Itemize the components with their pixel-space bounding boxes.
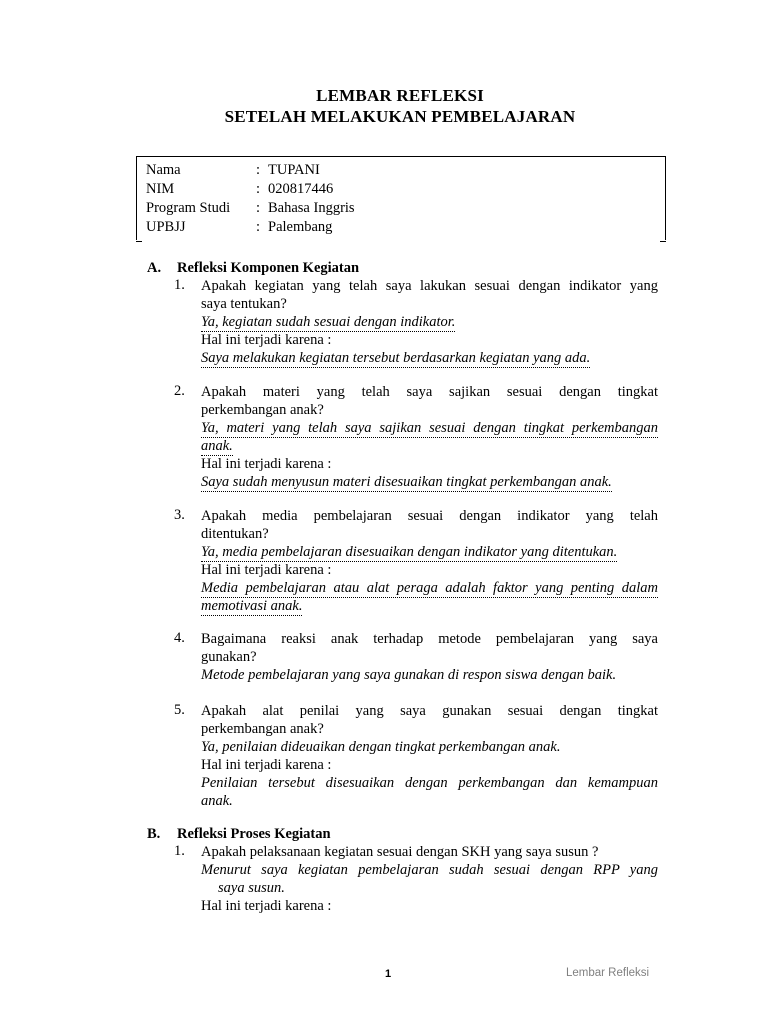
identity-separator: : xyxy=(256,200,261,216)
reason-line xyxy=(201,349,658,368)
because-label: Hal ini terjadi karena : xyxy=(201,332,332,348)
section-title: Refleksi Proses Kegiatan xyxy=(177,826,331,842)
because-label: Hal ini terjadi karena : xyxy=(201,898,332,914)
question-line: perkembangan anak? xyxy=(201,402,324,418)
identity-box-border-right xyxy=(665,156,666,240)
reason-text: Saya sudah menyusun materi disesuaikan tingkat perkembangan anak. xyxy=(201,474,612,490)
reason-text: memotivasi anak. xyxy=(201,598,303,614)
item-number: 1. xyxy=(174,843,185,859)
answer-line xyxy=(201,313,658,332)
answer-line xyxy=(201,543,658,562)
identity-separator: : xyxy=(256,219,261,235)
question-line: Apakah pelaksanaan kegiatan sesuai dengan SKH yang saya susun ? xyxy=(201,844,599,860)
question-line: Apakah materi yang telah saya sajikan sesuai dengan tingkat xyxy=(201,384,658,400)
reason-line xyxy=(201,597,658,616)
section-letter: B. xyxy=(147,826,161,842)
answer-line xyxy=(201,437,658,456)
question-line: Bagaimana reaksi anak terhadap metode pembelajaran yang saya xyxy=(201,631,658,647)
answer-line: Metode pembelajaran yang saya gunakan di respon siswa dengan baik. xyxy=(201,667,617,683)
section-letter: A. xyxy=(147,260,162,276)
identity-separator: : xyxy=(256,162,261,178)
reason-line xyxy=(201,579,658,598)
document-title: LEMBAR REFLEKSI xyxy=(316,86,484,105)
item-number: 3. xyxy=(174,507,185,523)
identity-label: Nama xyxy=(146,162,181,178)
reason-line xyxy=(201,473,658,492)
answer-text: Ya, materi yang telah saya sajikan sesuai dengan tingkat perkembangan xyxy=(201,420,658,436)
identity-label: NIM xyxy=(146,181,175,197)
question-line: ditentukan? xyxy=(201,526,269,542)
reason-text: Media pembelajaran atau alat peraga adalah faktor yang penting dalam xyxy=(201,580,658,596)
answer-text: Ya, kegiatan sudah sesuai dengan indikator. xyxy=(201,314,456,330)
identity-box-border-left xyxy=(136,156,137,240)
question-line: gunakan? xyxy=(201,649,257,665)
answer-line: saya susun. xyxy=(218,880,285,896)
item-number: 5. xyxy=(174,702,185,718)
reason-text: Saya melakukan kegiatan tersebut berdasarkan kegiatan yang ada. xyxy=(201,350,591,366)
reason-line: anak. xyxy=(201,793,233,809)
identity-value: Palembang xyxy=(268,219,333,235)
item-number: 4. xyxy=(174,630,185,646)
because-label: Hal ini terjadi karena : xyxy=(201,562,332,578)
identity-box-border-top xyxy=(136,156,665,157)
question-line: saya tentukan? xyxy=(201,296,287,312)
page-number: 1 xyxy=(385,968,392,980)
section-title: Refleksi Komponen Kegiatan xyxy=(177,260,360,276)
because-label: Hal ini terjadi karena : xyxy=(201,456,332,472)
question-line: Apakah kegiatan yang telah saya lakukan sesuai dengan indikator yang xyxy=(201,278,658,294)
identity-value: TUPANI xyxy=(268,162,320,178)
item-number: 2. xyxy=(174,383,185,399)
identity-box-corner-bottom-right xyxy=(660,241,666,242)
question-line: Apakah alat penilai yang saya gunakan sesuai dengan tingkat xyxy=(201,703,658,719)
because-label: Hal ini terjadi karena : xyxy=(201,757,332,773)
identity-value: Bahasa Inggris xyxy=(268,200,355,216)
answer-line: Menurut saya kegiatan pembelajaran sudah sesuai dengan RPP yang xyxy=(201,862,658,878)
question-line: Apakah media pembelajaran sesuai dengan indikator yang telah xyxy=(201,508,658,524)
identity-value: 020817446 xyxy=(268,181,334,197)
identity-separator: : xyxy=(256,181,261,197)
question-line: perkembangan anak? xyxy=(201,721,324,737)
reason-line: Penilaian tersebut disesuaikan dengan perkembangan dan kemampuan xyxy=(201,775,658,791)
answer-text: anak. xyxy=(201,438,233,454)
item-number: 1. xyxy=(174,277,185,293)
identity-box-corner-bottom-left xyxy=(136,241,142,242)
footer-label: Lembar Refleksi xyxy=(566,967,650,979)
identity-label: UPBJJ xyxy=(146,219,186,235)
answer-text: Ya, media pembelajaran disesuaikan dengan indikator yang ditentukan. xyxy=(201,544,618,560)
answer-line: Ya, penilaian dideuaikan dengan tingkat perkembangan anak. xyxy=(201,739,561,755)
document-subtitle: SETELAH MELAKUKAN PEMBELAJARAN xyxy=(224,107,576,126)
identity-label: Program Studi xyxy=(146,200,231,216)
answer-line xyxy=(201,419,658,438)
